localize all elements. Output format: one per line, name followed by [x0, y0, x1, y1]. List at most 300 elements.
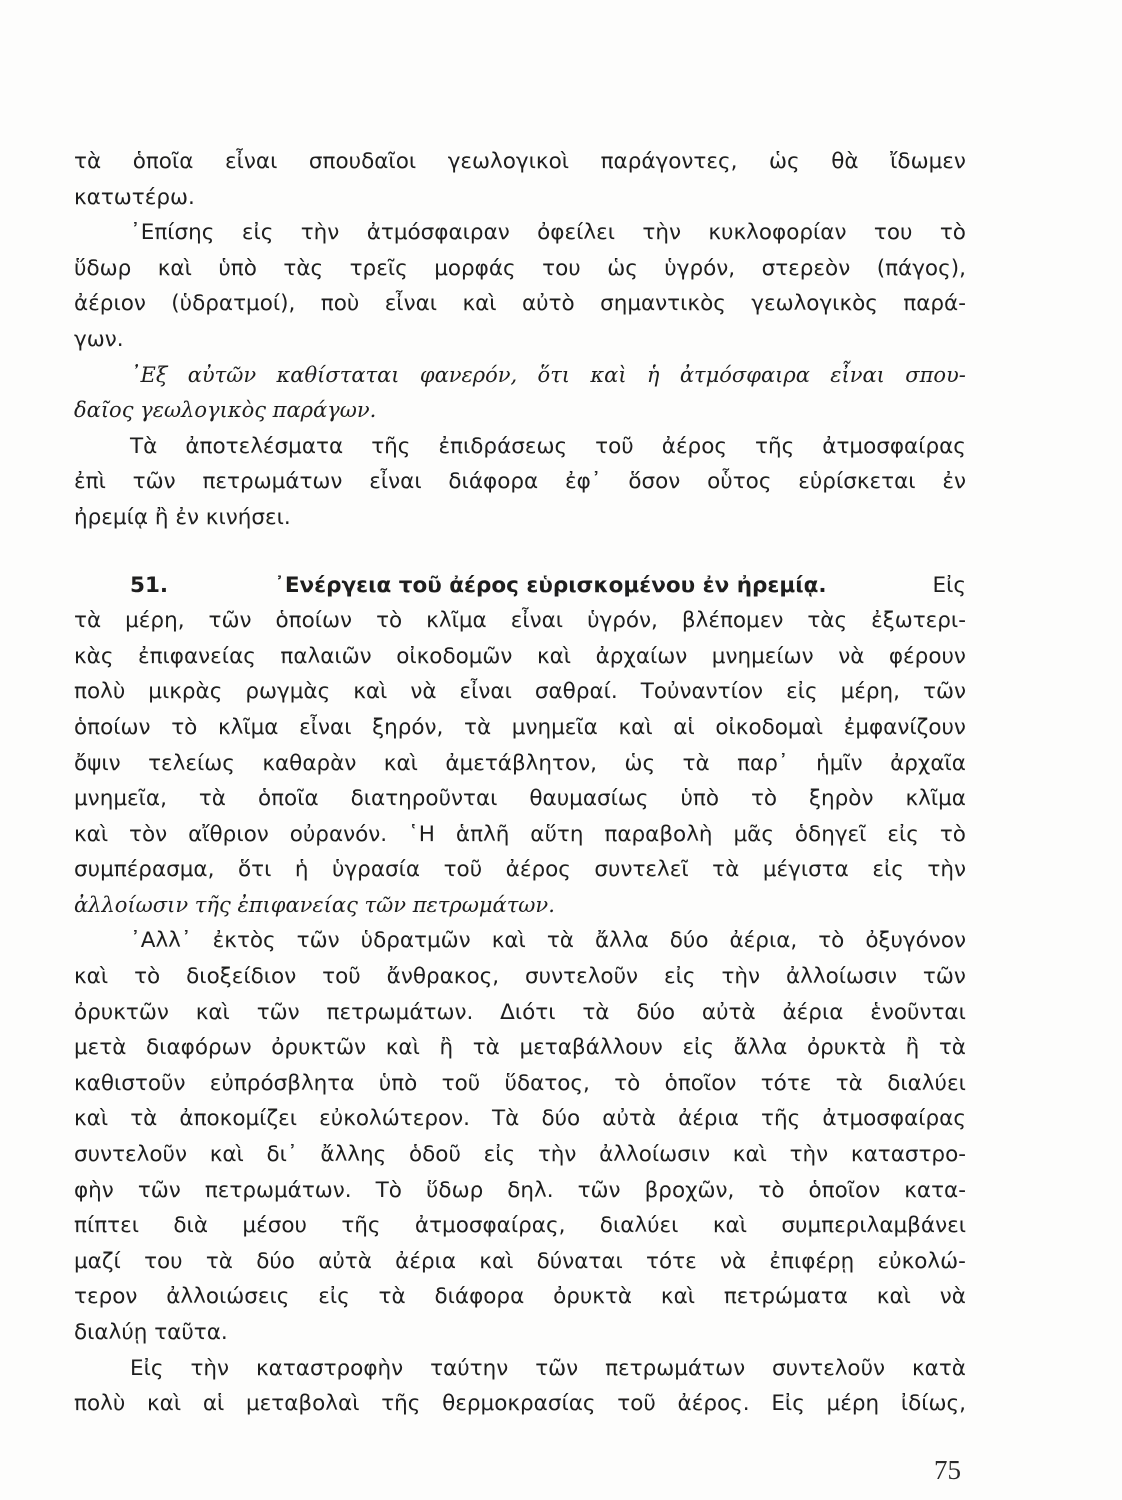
word: σημαντικὸς — [600, 291, 726, 317]
word: εἰς — [872, 857, 904, 883]
word: γεωλογικοὶ — [447, 149, 570, 174]
text-line-italic — [74, 888, 966, 924]
word: ἐπιφέρῃ — [769, 1248, 855, 1274]
word: εἶναι — [510, 608, 564, 634]
word: φανερόν, — [419, 362, 518, 387]
word: ὡς — [607, 255, 638, 281]
word: ἐν — [942, 469, 966, 495]
word: καὶ — [479, 1248, 514, 1274]
word: ταύτην — [430, 1355, 509, 1381]
text-segment — [74, 817, 966, 853]
word: ἐπιδράσεως — [438, 433, 568, 459]
word: τελείως — [148, 750, 235, 776]
word: Τὸ — [375, 1177, 402, 1203]
word: τῶν — [208, 608, 252, 634]
word: καθίσταται — [276, 362, 400, 387]
word: ᾿Αλλ᾿ — [130, 928, 192, 954]
text-segment: Εἰς — [932, 572, 966, 598]
word: αὐτὸ — [521, 291, 575, 317]
word: τῶν — [137, 1177, 181, 1203]
word: ἀέριον — [74, 291, 146, 317]
text-segment — [74, 144, 966, 180]
text-segment — [74, 1030, 966, 1066]
word: ἀλλοιώσεις — [166, 1284, 290, 1310]
text-segment — [74, 674, 966, 710]
word: καὶ — [209, 1142, 244, 1168]
text-segment — [74, 1066, 966, 1102]
word: εἶναι — [459, 679, 512, 705]
word: ὁποῖον — [664, 1070, 737, 1096]
word: φέρουν — [888, 643, 966, 669]
word: ἀέρος — [661, 433, 727, 459]
word: τὰ — [938, 1035, 966, 1061]
text-line — [74, 923, 966, 959]
word: ὕδατος, — [504, 1070, 590, 1096]
word: εἰς — [318, 1284, 350, 1310]
word: τὰ — [74, 149, 102, 174]
word: τὸ — [758, 1177, 785, 1203]
word: θαυμασίως — [529, 786, 649, 812]
word: αἱ — [673, 714, 695, 740]
section-number: 51. — [130, 572, 169, 598]
word: καὶ — [491, 928, 526, 954]
word: (πάγος), — [876, 255, 966, 281]
text-line — [74, 1315, 966, 1351]
word: πολὺ — [74, 679, 126, 705]
word: τὰ — [472, 1035, 500, 1061]
word: συντελεῖ — [594, 857, 689, 883]
section-spacer — [74, 536, 966, 568]
word: δηλ. — [507, 1177, 554, 1203]
text-segment — [130, 215, 966, 251]
word: αὕτη — [530, 821, 584, 847]
text-line — [74, 322, 966, 358]
text-segment — [74, 1101, 966, 1137]
word: παραβολὴ — [604, 821, 713, 847]
word: παρά- — [903, 291, 966, 317]
word: ὑπὸ — [680, 786, 720, 812]
word: ἰδίως, — [900, 1391, 966, 1417]
word: μορφάς — [434, 255, 516, 281]
word: παλαιῶν — [280, 643, 372, 669]
word: γεωλογικὸς — [751, 291, 878, 317]
text-line — [74, 500, 966, 536]
word: Εἰς — [771, 1391, 805, 1417]
word: θερμοκρασίας — [442, 1391, 596, 1417]
word: τὰ — [546, 928, 574, 954]
text-line — [74, 674, 966, 710]
word: κλῖμα — [905, 786, 966, 812]
word: θὰ — [831, 149, 859, 174]
text-segment — [74, 603, 966, 639]
word: ὑπὸ — [218, 255, 257, 281]
section-heading-line — [74, 568, 966, 604]
word: διὰ — [173, 1213, 209, 1239]
text-line — [74, 1030, 966, 1066]
word: ὀξυγόνον — [865, 928, 966, 954]
word: καὶ — [74, 1106, 109, 1132]
word: ἢ — [439, 1035, 454, 1061]
word: εἰς — [786, 679, 818, 705]
page-number: 75 — [934, 1455, 961, 1485]
word: ἀτμοσφαίρας — [822, 433, 966, 459]
word: ὁποῖον — [808, 1177, 881, 1203]
word: ὅτι — [237, 857, 272, 883]
word: ᾿Εξ — [130, 362, 168, 387]
text-line — [74, 1351, 966, 1387]
word: ὁποίων — [275, 608, 353, 634]
word: τὰ — [464, 714, 492, 740]
word: ἀτμοσφαίρας, — [414, 1213, 566, 1239]
word: πετρωμάτων. — [204, 1177, 352, 1203]
word: τοῦ — [443, 857, 483, 883]
word: ὀρυκτῶν — [74, 999, 169, 1025]
text-line — [74, 1137, 966, 1173]
word: καὶ — [353, 679, 388, 705]
word: διαφόρων — [146, 1035, 252, 1061]
word: τὸ — [939, 220, 966, 246]
word: ἐκτὸς — [212, 928, 276, 954]
word: τῶν — [535, 1355, 579, 1381]
word: τῶν — [132, 469, 176, 495]
text-line — [74, 429, 966, 465]
word: κυκλοφορίαν — [708, 220, 847, 246]
word: ἁπλῆ — [455, 821, 510, 847]
word: μετὰ — [74, 1035, 127, 1061]
word: φὴν — [74, 1177, 114, 1203]
text-segment: ἠρεμίᾳ ἢ ἐν κινήσει. — [74, 504, 291, 530]
word: ἄλλης — [320, 1142, 387, 1168]
word: σπου- — [905, 362, 966, 387]
word: ὁποῖα — [132, 149, 194, 174]
text-segment — [74, 781, 966, 817]
word: οἰκοδομῶν — [396, 643, 513, 669]
word: ὁποῖα — [257, 786, 319, 812]
text-line — [74, 144, 966, 180]
word: μικρὰς — [148, 679, 223, 705]
word: τὴν — [300, 220, 340, 246]
word: ἐπὶ — [74, 469, 106, 495]
word: ξηρόν, — [372, 714, 444, 740]
word: ἀλλοίωσιν — [786, 964, 897, 990]
text-segment — [130, 429, 966, 465]
word: ἄλλα — [733, 1035, 788, 1061]
word: ὕδωρ — [425, 1177, 484, 1203]
text-line — [74, 1066, 966, 1102]
word: ἀποκομίζει — [179, 1106, 298, 1132]
word: εἶναι — [299, 714, 352, 740]
word: τὰ — [74, 608, 102, 634]
word: μνημεῖα — [511, 714, 598, 740]
word: τῆς — [341, 1213, 381, 1239]
word: ἀμετάβλητον, — [445, 750, 597, 776]
word: ἐμφανίζουν — [843, 714, 966, 740]
word: ὅτι — [537, 362, 571, 387]
word: καὶ — [590, 362, 627, 387]
text-segment: γων. — [74, 326, 124, 352]
word: τὰ — [378, 1284, 406, 1310]
text-segment — [74, 1173, 966, 1209]
word: ὀρυκτὰ — [806, 1035, 886, 1061]
word: ποὺ — [320, 291, 360, 317]
word: τοῦ — [617, 1391, 656, 1417]
word: καταστρο- — [850, 1142, 966, 1168]
section-title: ᾿Ενέργεια τοῦ ἀέρος εὑρισκομένου ἐν ἠρεμίᾳ. — [274, 572, 827, 598]
word: εὐκολώτερον. — [319, 1106, 470, 1132]
word: διαλύει — [887, 1070, 966, 1096]
word: ἀλλοίωσιν — [599, 1142, 711, 1168]
word: μέρη, — [125, 608, 185, 634]
word: μνημείων — [711, 643, 814, 669]
word: Τὰ — [492, 1106, 520, 1132]
word: ἄλλα — [594, 928, 649, 954]
word: τὰ — [198, 786, 226, 812]
word: τὰ — [130, 1106, 158, 1132]
text-segment: διαλύῃ ταῦτα. — [74, 1320, 228, 1345]
text-line — [74, 251, 966, 287]
word: διαλύει — [599, 1213, 679, 1239]
word: οὐρανόν. — [289, 821, 388, 847]
text-line — [74, 852, 966, 888]
word: τῶν — [922, 964, 966, 990]
text-segment — [74, 1279, 966, 1315]
word: τὰ — [835, 1070, 863, 1096]
word: ἀρχαίων — [595, 643, 688, 669]
word: καὶ — [74, 964, 109, 990]
text-line — [74, 1244, 966, 1280]
word: συντελοῦν — [525, 964, 639, 990]
word: καὶ — [618, 714, 653, 740]
text-line — [74, 781, 966, 817]
word: συντελοῦν — [74, 1142, 187, 1168]
word: στερεὸν — [761, 255, 851, 281]
word: καὶ — [157, 255, 192, 281]
word: κὰς — [74, 643, 114, 669]
word: ὅσον — [628, 469, 681, 495]
word: ἀρχαῖα — [890, 750, 966, 776]
word: δύο — [669, 928, 709, 954]
text-line — [74, 464, 966, 500]
word: συντελοῦν — [772, 1355, 886, 1381]
word: τῶν — [577, 1177, 621, 1203]
text-line — [74, 215, 966, 251]
word: αὐτὰ — [701, 999, 756, 1025]
word: κατα- — [904, 1177, 966, 1203]
word: τὰ — [582, 999, 610, 1025]
word: αὐτὰ — [602, 1106, 656, 1132]
text-segment — [74, 995, 966, 1031]
text-segment — [74, 251, 966, 287]
word: ἀέρια — [678, 1106, 739, 1132]
word: Διότι — [500, 999, 556, 1025]
word: πετρώματα — [723, 1284, 848, 1310]
text-line — [74, 1386, 966, 1422]
word: εἶναι — [369, 469, 422, 495]
word: διατηροῦνται — [350, 786, 498, 812]
body-text — [74, 144, 966, 1422]
text-segment — [74, 852, 966, 888]
word: κλῖμα — [217, 714, 279, 740]
word: τοῦ — [441, 1070, 481, 1096]
word: πετρωμάτων — [605, 1355, 746, 1381]
word: ὕδωρ — [74, 255, 132, 281]
word: ἐφ᾿ — [564, 469, 602, 495]
text-segment: δαῖος γεωλογικὸς παράγων. — [74, 398, 377, 423]
text-segment — [74, 286, 966, 322]
word: δι᾿ — [266, 1142, 298, 1168]
word: καθαρὰν — [262, 750, 357, 776]
text-segment — [130, 923, 966, 959]
word: εἰς — [887, 821, 919, 847]
text-segment — [74, 959, 966, 995]
word: ἀτμόσφαιραν — [366, 220, 510, 246]
word: αὐτῶν — [187, 362, 257, 387]
word: διάφορα — [448, 469, 539, 495]
word: ὀρυκτῶν — [271, 1035, 367, 1061]
word: ἀτμοσφαίρας — [822, 1106, 966, 1132]
word: τὴν — [721, 964, 761, 990]
word: ἐξωτερι- — [871, 608, 966, 634]
word: καθιστοῦν — [74, 1070, 186, 1096]
word: δύο — [256, 1248, 295, 1274]
word: ἴδωμεν — [890, 149, 966, 174]
word: εἰς — [663, 964, 696, 990]
word: εἰς — [682, 1035, 714, 1061]
text-line — [74, 817, 966, 853]
word: ὁποίων — [74, 714, 151, 740]
word: τὸ — [939, 821, 966, 847]
text-segment: ἀλλοίωσιν τῆς ἐπιφανείας τῶν πετρωμάτων. — [74, 892, 555, 917]
word: αἱ — [202, 1391, 225, 1417]
text-line — [74, 1208, 966, 1244]
word: ἄνθρακος, — [386, 964, 500, 990]
word: του — [873, 220, 913, 246]
word: τὰ — [205, 1248, 233, 1274]
word: καὶ — [536, 643, 572, 669]
word: καταστροφὴν — [255, 1355, 404, 1381]
word: ὀρυκτὰ — [553, 1284, 633, 1310]
word: ᾿Επίσης — [130, 220, 215, 246]
word: καὶ — [876, 1284, 911, 1310]
text-line — [74, 639, 966, 675]
word: ῾Η — [408, 821, 435, 847]
text-segment — [74, 1386, 966, 1422]
word: καὶ — [732, 1142, 767, 1168]
word: τῶν — [923, 679, 966, 705]
word: ὁδηγεῖ — [794, 821, 867, 847]
word: καὶ — [146, 1391, 182, 1417]
word: τὸ — [750, 786, 778, 812]
word: ἡ — [646, 362, 660, 387]
word: τὸ — [614, 1070, 641, 1096]
word: ἢ — [905, 1035, 920, 1061]
word: ἀέρος. — [677, 1391, 750, 1417]
word: κατὰ — [911, 1355, 966, 1381]
word: τὰ — [712, 857, 740, 883]
word: μνημεῖα, — [74, 786, 167, 812]
word: ἀέρια — [782, 999, 844, 1025]
word: τότε — [760, 1070, 812, 1096]
word: εἰς — [241, 220, 274, 246]
word: καὶ — [462, 291, 497, 317]
word: ἀτμόσφαιρα — [679, 362, 810, 387]
text-segment — [74, 1137, 966, 1173]
word: ἀέρια, — [729, 928, 798, 954]
word: νὰ — [939, 1284, 966, 1310]
word: ὁδοῦ — [408, 1142, 461, 1168]
word: μέρη, — [840, 679, 901, 705]
text-line — [74, 710, 966, 746]
word: καὶ — [383, 750, 418, 776]
text-line — [74, 180, 966, 216]
word: συμπέρασμα, — [74, 857, 215, 883]
word: τὸ — [171, 714, 198, 740]
text-line — [74, 286, 966, 322]
word: οἰκοδομαὶ — [715, 714, 824, 740]
word: μέρη — [826, 1391, 880, 1417]
word: τῶν — [256, 999, 300, 1025]
text-segment: κατωτέρω. — [74, 184, 195, 210]
word: τῶν — [296, 928, 340, 954]
word: τῆς — [755, 433, 795, 459]
word: αὐτὰ — [318, 1248, 372, 1274]
word: καὶ — [195, 999, 230, 1025]
word: τερον — [74, 1284, 138, 1310]
word: ἑνοῦνται — [870, 999, 966, 1025]
word: εἶναι — [224, 149, 278, 174]
word: τὸ — [134, 964, 161, 990]
word: καὶ — [660, 1284, 696, 1310]
word: μέγιστα — [762, 857, 849, 883]
word: ἀέρος — [505, 857, 571, 883]
word: ὡς — [624, 750, 656, 776]
word: δύναται — [536, 1248, 623, 1274]
word: τῆς — [371, 433, 411, 459]
word: Εἰς — [130, 1355, 164, 1381]
word: τοῦ — [322, 964, 361, 990]
word: νὰ — [719, 1248, 747, 1274]
text-segment — [74, 639, 966, 675]
word: τῆς — [381, 1391, 421, 1417]
word: μαζί — [74, 1248, 121, 1274]
word: τὴν — [927, 857, 966, 883]
word: οὗτος — [707, 469, 772, 495]
word: πετρωμάτων. — [326, 999, 474, 1025]
word: εὐκολώ- — [877, 1248, 966, 1274]
word: δύο — [541, 1106, 581, 1132]
text-segment — [130, 1351, 966, 1387]
word: ὑδρατμῶν — [360, 928, 471, 954]
word: τῆς — [761, 1106, 801, 1132]
word: τοῦ — [595, 433, 634, 459]
word: μεταβάλλουν — [519, 1035, 663, 1061]
text-line — [74, 1173, 966, 1209]
text-segment — [130, 358, 966, 394]
word: τὴν — [190, 1355, 230, 1381]
word: συμπεριλαμβάνει — [781, 1213, 966, 1239]
word: εὑρίσκεται — [798, 469, 916, 495]
word: δύο — [636, 999, 676, 1025]
word: τὸ — [818, 928, 845, 954]
word: ἡ — [294, 857, 309, 883]
word: εἰς — [483, 1142, 516, 1168]
word: τότε — [646, 1248, 697, 1274]
word: πίπτει — [74, 1213, 140, 1239]
text-line — [74, 1101, 966, 1137]
text-line — [74, 995, 966, 1031]
word: ρωγμὰς — [245, 679, 331, 705]
word: σπουδαῖοι — [308, 149, 417, 174]
